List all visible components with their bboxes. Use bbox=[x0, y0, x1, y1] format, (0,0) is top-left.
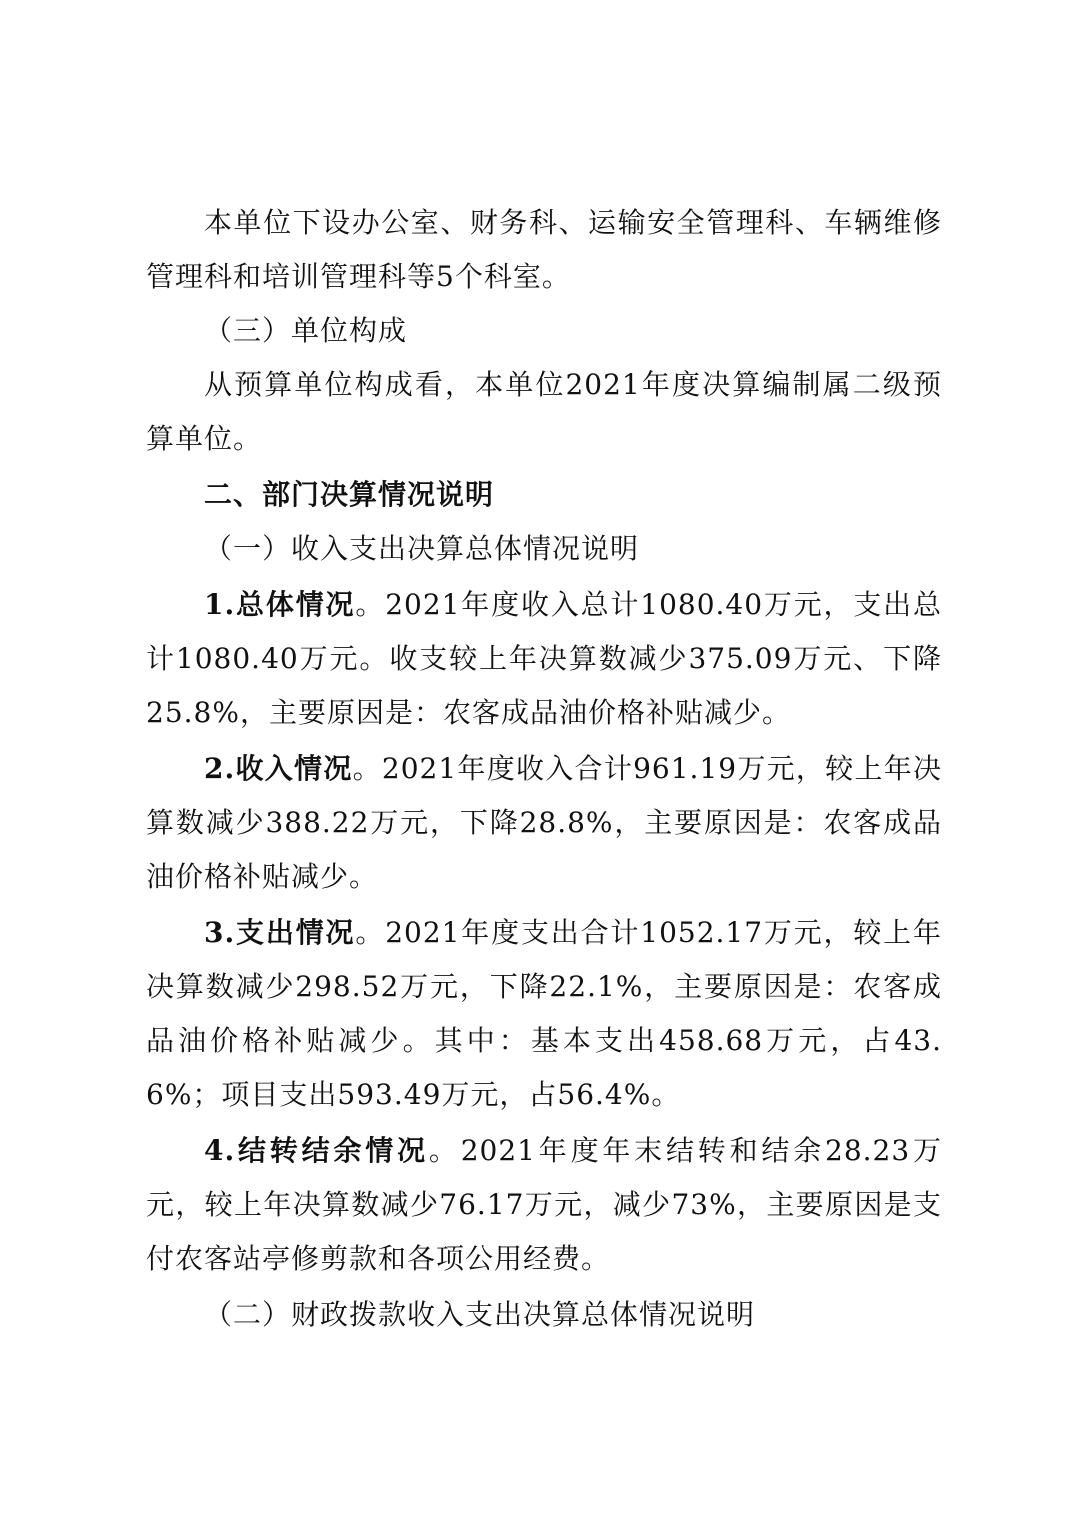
item-1-text: 。2021年度收入总计1080.40万元，支出总计1080.40万元。收支较上年决算数减少375.09万元、下降25.8%，主要原因是：农客成品油价格补贴减少。 bbox=[146, 588, 943, 729]
item-1-title: 1.总体情况 bbox=[204, 588, 356, 621]
paragraph-carryover bbox=[146, 1124, 942, 1286]
paragraph-overall bbox=[146, 578, 942, 740]
item-3-text: 。2021年度支出合计1052.17万元，较上年决算数减少298.52万元，下降22.1%，主要原因是：农客成品油价格补贴减少。其中：基本支出458.68万元，占43.6%；项目支出593.49万元，占56.4%。 bbox=[146, 916, 943, 1111]
heading-subsection-1: （一）收入支出决算总体情况说明 bbox=[204, 532, 640, 565]
item-2-text: 。2021年度收入合计961.19万元，较上年决算数减少388.22万元，下降28.8%，主要原因是：农客成品油价格补贴减少。 bbox=[146, 752, 943, 893]
item-3-title: 3.支出情况 bbox=[204, 916, 356, 949]
paragraph-expenditure bbox=[146, 906, 942, 1122]
heading-subsection-2: （二）财政拨款收入支出决算总体情况说明 bbox=[204, 1298, 756, 1331]
heading-section-2: 二、部门决算情况说明 bbox=[204, 478, 495, 511]
heading-unit-composition: （三）单位构成 bbox=[204, 314, 408, 347]
paragraph-income bbox=[146, 742, 942, 904]
document-body bbox=[146, 196, 942, 1342]
paragraph-budget-unit: 从预算单位构成看，本单位2021年度决算编制属二级预算单位。 bbox=[146, 368, 942, 455]
item-4-title: 4.结转结余情况 bbox=[204, 1134, 429, 1167]
paragraph-departments: 本单位下设办公室、财务科、运输安全管理科、车辆维修管理科和培训管理科等5个科室。 bbox=[146, 206, 942, 293]
item-2-title: 2.收入情况 bbox=[204, 752, 353, 785]
item-4-text: 。2021年度年末结转和结余28.23万元，较上年决算数减少76.17万元，减少73%，主要原因是支付农客站亭修剪款和各项公用经费。 bbox=[146, 1134, 942, 1275]
